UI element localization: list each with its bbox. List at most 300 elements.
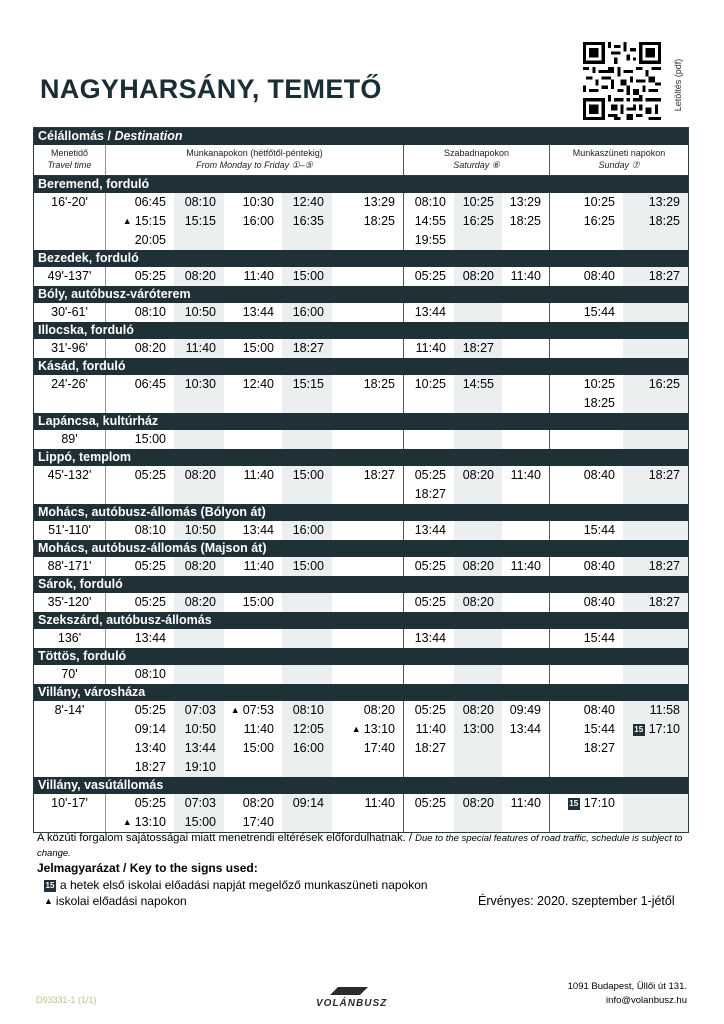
time-value: 10:50: [184, 523, 216, 537]
departure-time: [282, 593, 332, 612]
departure-time: [404, 758, 454, 777]
key-triangle-row: [44, 894, 187, 908]
departure-time: [454, 212, 502, 231]
stop-name: Töttös, forduló: [34, 648, 688, 665]
time-value: 08:20: [184, 269, 216, 283]
departure-time: [224, 720, 282, 739]
departure-row: [34, 720, 688, 739]
time-value: 08:20: [462, 796, 494, 810]
departure-time: [550, 485, 623, 504]
time-value: 15:00: [292, 559, 324, 573]
departure-time: [404, 593, 454, 612]
travel-time: [34, 394, 106, 413]
time-value: 13:44: [184, 741, 216, 755]
departure-time: [502, 466, 550, 485]
departure-time: [224, 794, 282, 813]
time-value: 08:20: [462, 269, 494, 283]
time-value: 17:40: [242, 815, 274, 829]
departure-time: [332, 375, 404, 394]
departure-time: [454, 739, 502, 758]
departure-time: [106, 394, 174, 413]
departure-time: [332, 267, 404, 286]
travel-time: 51'-110': [34, 521, 106, 540]
departure-time: [106, 485, 174, 504]
time-value: 19:10: [184, 760, 216, 774]
departure-row: [34, 794, 688, 813]
departure-time: [550, 557, 623, 576]
departure-time: [502, 339, 550, 358]
time-value: 10:25: [462, 195, 494, 209]
departure-time: [404, 720, 454, 739]
departure-time: [282, 521, 332, 540]
time-value: 05:25: [414, 559, 446, 573]
time-value: 08:10: [184, 195, 216, 209]
departure-time: [404, 701, 454, 720]
time-value: 18:25: [583, 396, 615, 410]
time-value: 11:40: [510, 269, 541, 283]
departure-time: [404, 665, 454, 684]
logo-text: VOLÁNBUSZ: [316, 998, 388, 1009]
departure-time: [106, 375, 174, 394]
departure-time: [106, 813, 174, 832]
departure-time: [502, 231, 550, 250]
departure-time: [174, 593, 224, 612]
time-value: 08:40: [583, 559, 615, 573]
time-value: 18:27: [292, 341, 324, 355]
time-value: 13:44: [242, 523, 274, 537]
departure-time: [404, 557, 454, 576]
departure-time: [332, 557, 404, 576]
destination-header: [34, 128, 688, 145]
time-value: 08:20: [184, 595, 216, 609]
departure-time: [224, 629, 282, 648]
traffic-note-hu: A közúti forgalom sajátosságai miatt menetrendi eltérések előfordulhatnak. /: [37, 832, 416, 844]
departure-time: [282, 267, 332, 286]
departure-time: [282, 629, 332, 648]
stop-name: Mohács, autóbusz-állomás (Majson át): [34, 540, 688, 557]
departure-time: [502, 430, 550, 449]
departure-time: [282, 394, 332, 413]
time-value: 18:25: [509, 214, 541, 228]
time-value: 09:14: [134, 722, 166, 736]
time-value: 13:44: [414, 305, 446, 319]
departure-time: [224, 193, 282, 212]
travel-time-label-en: Travel time: [47, 160, 92, 170]
departure-row: [34, 303, 688, 322]
time-value: 10:25: [583, 195, 615, 209]
departure-row: [34, 557, 688, 576]
departure-time: [174, 394, 224, 413]
departure-time: [623, 394, 688, 413]
departure-time: [106, 267, 174, 286]
departure-time: [282, 339, 332, 358]
departure-time: [502, 758, 550, 777]
address: 1091 Budapest, Üllői út 131.: [567, 981, 687, 992]
time-value: 16:00: [242, 214, 274, 228]
time-value: 14:55: [414, 214, 446, 228]
departure-time: [623, 701, 688, 720]
download-pdf-link[interactable]: [668, 52, 688, 118]
time-value: 08:20: [462, 559, 494, 573]
time-value: 05:25: [134, 468, 166, 482]
departure-time: [550, 267, 623, 286]
departure-time: [404, 394, 454, 413]
departure-time: [282, 485, 332, 504]
key-title: Jelmagyarázat / Key to the signs used:: [37, 861, 258, 875]
time-value: 18:27: [414, 487, 446, 501]
qr-code[interactable]: [583, 42, 661, 120]
time-value: 18:27: [414, 741, 446, 755]
travel-time: 70': [34, 665, 106, 684]
departure-row: [34, 375, 688, 394]
departure-time: [282, 720, 332, 739]
saturday-header: [404, 145, 550, 175]
departure-row: [34, 485, 688, 504]
travel-time: 88'-171': [34, 557, 106, 576]
time-value: 07:03: [184, 796, 216, 810]
holiday-badge-icon: 15: [569, 799, 579, 808]
departure-time: [332, 212, 404, 231]
departure-time: [174, 629, 224, 648]
departure-time: [502, 665, 550, 684]
time-value: 08:40: [583, 269, 615, 283]
departure-time: [332, 394, 404, 413]
departure-time: [224, 701, 282, 720]
time-value: 13:44: [414, 523, 446, 537]
travel-time: [34, 485, 106, 504]
sunday-label-en: Sunday ⑦: [598, 160, 640, 170]
time-value: 11:40: [415, 341, 446, 355]
departure-time: [174, 193, 224, 212]
travel-time: [34, 739, 106, 758]
departure-time: [550, 739, 623, 758]
time-value: 11:40: [243, 722, 274, 736]
departure-time: [404, 339, 454, 358]
departure-time: [106, 758, 174, 777]
departure-time: [332, 593, 404, 612]
departure-time: [224, 521, 282, 540]
departure-time: [224, 485, 282, 504]
time-value: 08:10: [134, 523, 166, 537]
departure-time: [623, 813, 688, 832]
stop-list: [34, 176, 688, 832]
departure-time: [282, 701, 332, 720]
departure-time: [282, 758, 332, 777]
departure-row: [34, 430, 688, 449]
departure-time: [623, 375, 688, 394]
departure-time: [106, 720, 174, 739]
departure-time: [454, 720, 502, 739]
time-value: 07:03: [184, 703, 216, 717]
departure-row: [34, 629, 688, 648]
departure-time: [404, 303, 454, 322]
departure-time: [502, 701, 550, 720]
stop-name: Beremend, forduló: [34, 176, 688, 193]
departure-time: [454, 485, 502, 504]
departure-time: [404, 193, 454, 212]
valid-from: Érvényes: 2020. szeptember 1-jétől: [478, 894, 675, 908]
departure-time: [174, 521, 224, 540]
stop-name: Lippó, templom: [34, 449, 688, 466]
departure-time: [282, 193, 332, 212]
departure-time: [502, 267, 550, 286]
time-value: 08:10: [134, 305, 166, 319]
time-value: 11:40: [510, 468, 541, 482]
holiday-badge-icon: 15: [634, 725, 644, 734]
departure-row: [34, 593, 688, 612]
departure-time: [106, 794, 174, 813]
document-id: D93331-1 (1/1): [36, 995, 97, 1005]
time-value: 13:44: [134, 631, 166, 645]
departure-time: [550, 665, 623, 684]
departure-time: [282, 231, 332, 250]
time-value: 11:40: [243, 468, 274, 482]
time-value: 10:25: [583, 377, 615, 391]
time-value: 05:25: [414, 796, 446, 810]
time-value: 05:25: [134, 559, 166, 573]
stop-name: Bóly, autóbusz-váróterem: [34, 286, 688, 303]
stop-name: Lapáncsa, kultúrház: [34, 413, 688, 430]
triangle-icon: ▲: [351, 724, 361, 734]
time-value: 05:25: [414, 595, 446, 609]
departure-time: [332, 758, 404, 777]
departure-time: [282, 303, 332, 322]
departure-time: [404, 629, 454, 648]
time-value: 08:40: [583, 703, 615, 717]
time-value: 18:27: [134, 760, 166, 774]
time-value: 07:53: [242, 703, 274, 717]
departure-time: [282, 739, 332, 758]
time-value: 18:27: [648, 468, 680, 482]
departure-time: [174, 813, 224, 832]
departure-time: [502, 593, 550, 612]
time-value: 12:40: [242, 377, 274, 391]
email[interactable]: info@volanbusz.hu: [606, 995, 687, 1006]
departure-time: [454, 813, 502, 832]
travel-time: 8'-14': [34, 701, 106, 720]
departure-time: [404, 794, 454, 813]
departure-row: [34, 339, 688, 358]
travel-time: 10'-17': [34, 794, 106, 813]
departure-time: [502, 375, 550, 394]
departure-time: [332, 739, 404, 758]
departure-time: [454, 267, 502, 286]
departure-time: [550, 339, 623, 358]
travel-time: [34, 231, 106, 250]
time-value: 06:45: [134, 195, 166, 209]
time-value: 05:25: [414, 703, 446, 717]
departure-time: [332, 466, 404, 485]
departure-time: [224, 339, 282, 358]
travel-time: 136': [34, 629, 106, 648]
time-value: 15:00: [242, 741, 274, 755]
departure-row: [34, 758, 688, 777]
time-value: 12:40: [292, 195, 324, 209]
departure-time: [224, 665, 282, 684]
sunday-label: Munkaszüneti napokon: [572, 148, 666, 158]
column-headers: [34, 145, 688, 176]
time-value: 15:00: [184, 815, 216, 829]
departure-row: [34, 394, 688, 413]
departure-time: [623, 629, 688, 648]
time-value: 11:58: [649, 703, 680, 717]
departure-time: [332, 521, 404, 540]
time-value: 10:30: [184, 377, 216, 391]
time-value: 11:40: [243, 269, 274, 283]
time-value: 08:20: [462, 595, 494, 609]
time-value: 15:15: [134, 214, 166, 228]
departure-time: [502, 212, 550, 231]
time-value: 06:45: [134, 377, 166, 391]
departure-time: [282, 430, 332, 449]
time-value: 18:25: [363, 214, 395, 228]
departure-time: [550, 629, 623, 648]
departure-time: [623, 485, 688, 504]
stop-name: Mohács, autóbusz-állomás (Bólyon át): [34, 504, 688, 521]
departure-time: [550, 231, 623, 250]
travel-time: 30'-61': [34, 303, 106, 322]
time-value: 10:25: [414, 377, 446, 391]
departure-time: [282, 212, 332, 231]
stop-name: Szekszárd, autóbusz-állomás: [34, 612, 688, 629]
time-value: 15:44: [583, 722, 615, 736]
departure-time: [224, 758, 282, 777]
departure-row: [34, 193, 688, 212]
time-value: 05:25: [134, 595, 166, 609]
holiday-badge-icon: 15: [45, 881, 55, 890]
departure-time: [502, 193, 550, 212]
time-value: 13:29: [509, 195, 541, 209]
departure-time: [454, 466, 502, 485]
departure-time: [332, 303, 404, 322]
departure-time: [282, 665, 332, 684]
stop-name: Bezedek, forduló: [34, 250, 688, 267]
departure-row: [34, 466, 688, 485]
travel-time: 49'-137': [34, 267, 106, 286]
time-value: 05:25: [134, 269, 166, 283]
departure-time: [332, 629, 404, 648]
departure-time: [174, 758, 224, 777]
departure-time: [623, 430, 688, 449]
departure-time: [502, 720, 550, 739]
departure-time: [282, 794, 332, 813]
departure-time: [404, 485, 454, 504]
departure-time: [404, 212, 454, 231]
departure-row: [34, 739, 688, 758]
departure-row: [34, 267, 688, 286]
departure-row: [34, 701, 688, 720]
departure-time: [224, 212, 282, 231]
departure-time: [502, 794, 550, 813]
departure-time: [550, 758, 623, 777]
departure-time: [623, 794, 688, 813]
key-badge-row: [44, 878, 428, 893]
departure-time: [106, 193, 174, 212]
time-value: 09:14: [292, 796, 324, 810]
time-value: 18:27: [648, 559, 680, 573]
key-badge-text: a hetek első iskolai előadási napját megelőző munkaszüneti napokon: [60, 878, 428, 892]
time-value: 08:10: [414, 195, 446, 209]
departure-row: [34, 813, 688, 832]
departure-time: [550, 212, 623, 231]
departure-time: [502, 303, 550, 322]
stop-name: Villány, városháza: [34, 684, 688, 701]
time-value: 16:25: [583, 214, 615, 228]
departure-time: [224, 303, 282, 322]
departure-time: [282, 466, 332, 485]
saturday-label: Szabadnapokon: [443, 148, 510, 158]
travel-time: [34, 720, 106, 739]
departure-time: [106, 231, 174, 250]
time-value: 14:55: [462, 377, 494, 391]
departure-time: [282, 557, 332, 576]
departure-row: [34, 521, 688, 540]
time-value: 08:20: [134, 341, 166, 355]
departure-time: [454, 231, 502, 250]
time-value: 08:20: [363, 703, 395, 717]
time-value: 08:20: [462, 468, 494, 482]
time-value: 05:25: [414, 468, 446, 482]
traffic-note: [37, 831, 687, 861]
time-value: 15:15: [184, 214, 216, 228]
departure-time: [454, 794, 502, 813]
time-value: 13:44: [242, 305, 274, 319]
departure-time: [404, 521, 454, 540]
time-value: 11:40: [364, 796, 395, 810]
departure-time: [550, 720, 623, 739]
departure-time: [174, 375, 224, 394]
time-value: 08:10: [292, 703, 324, 717]
departure-time: [106, 339, 174, 358]
time-value: 15:44: [583, 631, 615, 645]
time-value: 15:00: [242, 595, 274, 609]
time-value: 09:49: [509, 703, 541, 717]
time-value: 08:20: [242, 796, 274, 810]
departure-time: [106, 466, 174, 485]
departure-time: [174, 485, 224, 504]
key-triangle-text: iskolai előadási napokon: [55, 894, 187, 908]
time-value: 15:00: [292, 269, 324, 283]
departure-time: [404, 466, 454, 485]
time-value: 08:10: [134, 667, 166, 681]
time-value: 17:10: [648, 722, 680, 736]
departure-time: [404, 813, 454, 832]
departure-time: [224, 231, 282, 250]
departure-time: [106, 521, 174, 540]
weekday-header: [106, 145, 404, 175]
time-value: 16:00: [292, 523, 324, 537]
triangle-icon: ▲: [230, 705, 240, 715]
departure-time: [623, 521, 688, 540]
departure-time: [174, 720, 224, 739]
time-value: 18:27: [648, 595, 680, 609]
departure-row: [34, 665, 688, 684]
departure-time: [550, 794, 623, 813]
departure-time: [174, 557, 224, 576]
departure-time: [404, 375, 454, 394]
time-value: 10:50: [184, 305, 216, 319]
time-value: 13:10: [363, 722, 395, 736]
departure-time: [106, 303, 174, 322]
time-value: 15:00: [242, 341, 274, 355]
travel-time-label: Menetidő: [50, 148, 89, 158]
departure-time: [174, 466, 224, 485]
departure-time: [454, 375, 502, 394]
travel-time: 16'-20': [34, 193, 106, 212]
saturday-label-en: Saturday ⑥: [453, 160, 500, 170]
time-value: 12:05: [292, 722, 324, 736]
departure-time: [332, 231, 404, 250]
